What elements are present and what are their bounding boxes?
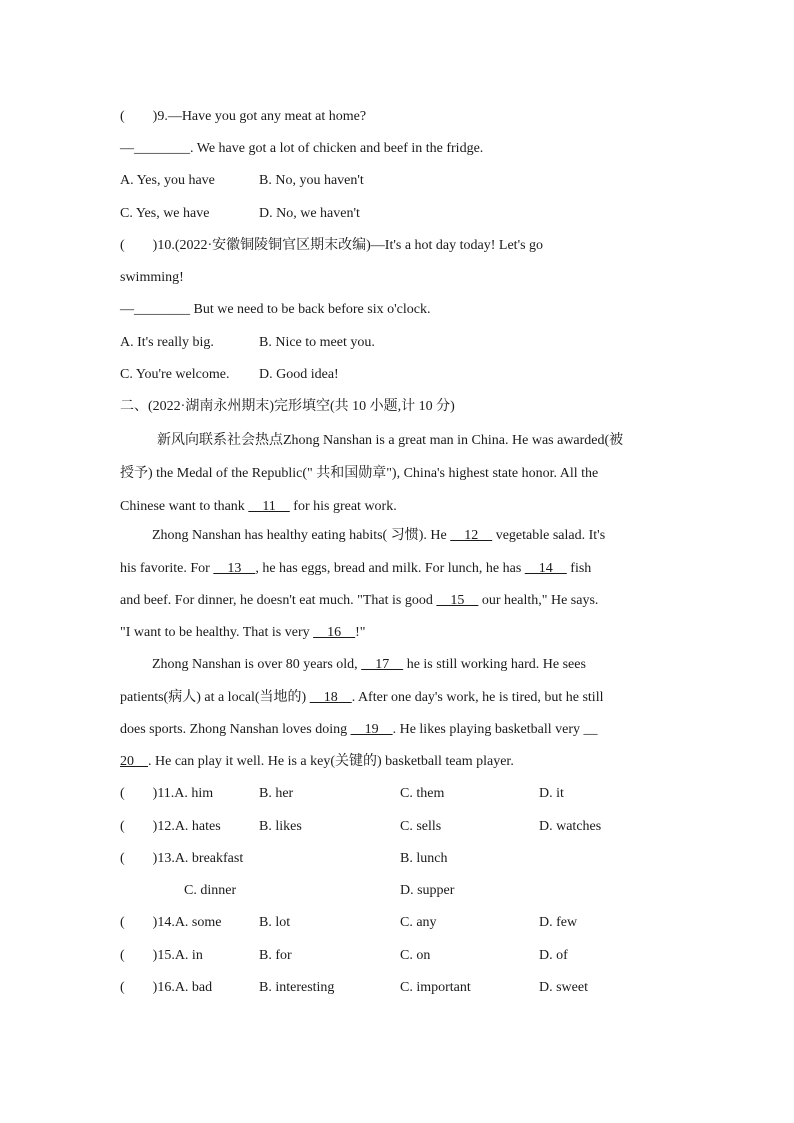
- passage-text: vegetable salad. It's: [492, 528, 606, 543]
- choice-11-d: D. it: [539, 786, 564, 801]
- choice-15-b: B. for: [259, 948, 292, 963]
- blank-14: 14: [524, 561, 567, 576]
- q10-option-d: D. Good idea!: [259, 367, 339, 382]
- choice-14-d: D. few: [539, 915, 578, 930]
- passage-line: [120, 752, 514, 772]
- passage-line: [120, 591, 598, 611]
- passage-text: , he has eggs, bread and milk. For lunch, he has: [255, 561, 525, 576]
- q9-stem: ( )9.—Have you got any meat at home?: [120, 109, 367, 124]
- q10-stem: ( )10.(2022·安徽铜陵铜官区期末改编)—It's a hot day today! Let's go: [120, 238, 544, 253]
- q9-option-a: A. Yes, you have: [120, 173, 215, 188]
- q9-reply: —________. We have got a lot of chicken and beef in the fridge.: [120, 141, 484, 156]
- q10-reply: —________ But we need to be back before six o'clock.: [120, 302, 431, 317]
- passage-text: . He likes playing basketball very __: [392, 722, 598, 737]
- choice-11-c: C. them: [400, 786, 445, 801]
- passage-line: 新风向联系社会热点Zhong Nanshan is a great man in China. He was awarded(被: [157, 433, 624, 448]
- blank-17: 17: [361, 657, 404, 672]
- passage-text: Zhong Nanshan has healthy eating habits( 习惯). He: [152, 528, 451, 543]
- passage-line: [152, 655, 586, 675]
- passage-line: [152, 526, 605, 546]
- passage-text: for his great work.: [289, 499, 397, 514]
- choice-16-stem: ( )16.A. bad: [120, 980, 213, 995]
- choice-16-b: B. interesting: [259, 980, 335, 995]
- choice-13-d: D. supper: [400, 883, 455, 898]
- passage-line: [120, 688, 603, 708]
- passage-text: his favorite. For: [120, 561, 214, 576]
- choice-16-d: D. sweet: [539, 980, 588, 995]
- q9-option-d: D. No, we haven't: [259, 206, 360, 221]
- passage-text: . He can play it well. He is a key(关键的) basketball team player.: [148, 754, 514, 769]
- blank-19: 19: [350, 722, 393, 737]
- choice-14-b: B. lot: [259, 915, 291, 930]
- choice-15-c: C. on: [400, 948, 431, 963]
- choice-11-stem: ( )11.A. him: [120, 786, 214, 801]
- passage-text: . After one day's work, he is tired, but he still: [351, 690, 604, 705]
- blank-16: 16: [313, 625, 356, 640]
- passage-text: our health," He says.: [478, 593, 599, 608]
- passage-text: patients(病人) at a local(当地的): [120, 690, 310, 705]
- q9-option-b: B. No, you haven't: [259, 173, 364, 188]
- passage-text: Chinese want to thank: [120, 499, 249, 514]
- choice-14-c: C. any: [400, 915, 437, 930]
- passage-line: [120, 559, 591, 579]
- passage-text: and beef. For dinner, he doesn't eat much. "That is good: [120, 593, 437, 608]
- passage-line: [120, 497, 397, 517]
- passage-line: 授予) the Medal of the Republic(" 共和国勋章"), China's highest state honor. All the: [120, 466, 599, 481]
- choice-15-d: D. of: [539, 948, 568, 963]
- passage-text: !": [355, 625, 366, 640]
- choice-13-c: C. dinner: [184, 883, 237, 898]
- blank-12: 12: [450, 528, 493, 543]
- passage-text: does sports. Zhong Nanshan loves doing: [120, 722, 351, 737]
- choice-12-stem: ( )12.A. hates: [120, 819, 221, 834]
- q10-stem-continued: swimming!: [120, 270, 184, 285]
- passage-text: "I want to be healthy. That is very: [120, 625, 314, 640]
- passage-text: Zhong Nanshan is over 80 years old,: [152, 657, 362, 672]
- passage-text: he is still working hard. He sees: [403, 657, 586, 672]
- passage-text: fish: [566, 561, 592, 576]
- q10-option-b: B. Nice to meet you.: [259, 335, 375, 350]
- q10-option-c: C. You're welcome.: [120, 367, 230, 382]
- blank-13: 13: [213, 561, 256, 576]
- passage-line: [120, 623, 366, 643]
- choice-12-d: D. watches: [539, 819, 602, 834]
- section-heading: 二、(2022·湖南永州期末)完形填空(共 10 小题,计 10 分): [120, 399, 455, 414]
- choice-11-b: B. her: [259, 786, 294, 801]
- blank-20: 20: [120, 754, 148, 769]
- passage-line: [120, 720, 598, 740]
- choice-12-c: C. sells: [400, 819, 442, 834]
- blank-18: 18: [309, 690, 352, 705]
- choice-15-stem: ( )15.A. in: [120, 948, 203, 963]
- choice-13-b: B. lunch: [400, 851, 448, 866]
- choice-16-c: C. important: [400, 980, 471, 995]
- blank-11: 11: [248, 499, 290, 514]
- q10-option-a: A. It's really big.: [120, 335, 214, 350]
- choice-12-b: B. likes: [259, 819, 302, 834]
- choice-13-stem: ( )13.A. breakfast: [120, 851, 244, 866]
- blank-15: 15: [436, 593, 479, 608]
- q9-option-c: C. Yes, we have: [120, 206, 210, 221]
- choice-14-stem: ( )14.A. some: [120, 915, 222, 930]
